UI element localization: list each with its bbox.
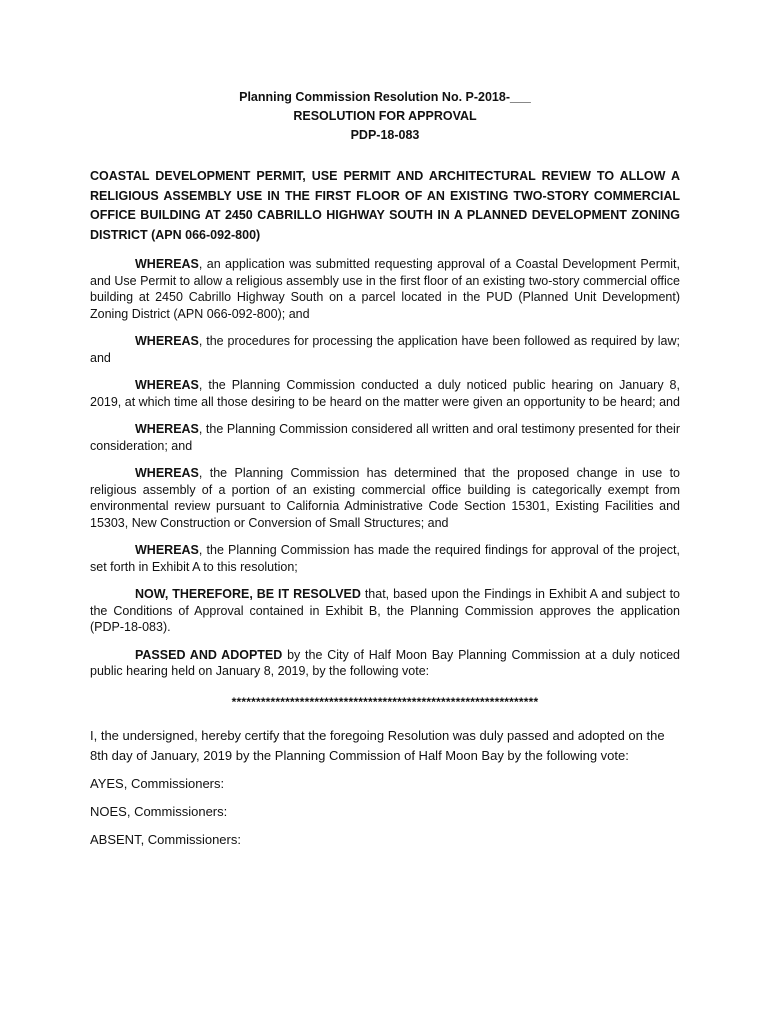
separator-line: *************************************************************** [231, 694, 539, 709]
para-lead: WHEREAS [135, 543, 199, 557]
para-text: that, based upon the Findings in Exhibit A and subject to the Conditions of Approval contained in Exhibit B, the Planning Commission approves the application (PDP-18-083). [90, 587, 680, 634]
vote-noes: NOES, Commissioners: [90, 803, 228, 819]
para-text: , the Planning Commission has made the required findings for approval of the project, set forth in Exhibit A to this resolution; [90, 543, 680, 574]
para-text: , an application was submitted requesting approval of a Coastal Development Permit, and Use Permit to allow a religious assembly use in the first floor of an existing two-story commercial office building at 2450 Cabrillo Highway South on a parcel located in the PUD (Planned Unit Development) Zoning District (APN 066-092-800); and [90, 257, 680, 321]
vote-absent: ABSENT, Commissioners: [90, 831, 241, 847]
whereas-testimony [90, 421, 680, 454]
resolution-heading: COASTAL DEVELOPMENT PERMIT, USE PERMIT AND ARCHITECTURAL REVIEW TO ALLOW A RELIGIOUS ASSEMBLY USE IN THE FIRST FLOOR OF AN EXISTING TWO-STORY COMMERCIAL OFFICE BUILDING AT 2450 CABRILLO HIGHWAY SOUTH IN A PLANNED DEVELOPMENT ZONING DISTRICT (APN 066-092-800) [90, 169, 680, 242]
para-text: , the Planning Commission has determined that the proposed change in use to religious assembly of a portion of an existing commercial office building is categorically exempt from environmental review pursuant to California Administrative Code Section 15301, Existing Facilities and 15303, New Construction or Conversion of Small Structures; and [90, 466, 680, 530]
para-lead: WHEREAS [135, 334, 199, 348]
vote-ayes: AYES, Commissioners: [90, 775, 225, 791]
whereas-findings [90, 542, 680, 575]
para-lead: WHEREAS [135, 378, 199, 392]
para-text: by the City of Half Moon Bay Planning Commission at a duly noticed public hearing held on January 8, 2019, by the following vote: [90, 647, 680, 678]
resolution-number: Planning Commission Resolution No. P-2018-___ [239, 90, 531, 104]
document-page [90, 88, 680, 850]
para-lead: NOW, THEREFORE, BE IT RESOLVED [135, 587, 361, 601]
para-lead: PASSED AND ADOPTED [135, 647, 283, 662]
para-text: , the Planning Commission considered all written and oral testimony presented for their consideration; and [90, 422, 680, 453]
whereas-application [90, 256, 680, 322]
whereas-hearing [90, 377, 680, 410]
resolved-clause [90, 586, 680, 636]
resolution-title: RESOLUTION FOR APPROVAL [293, 109, 477, 123]
para-lead: WHEREAS [135, 422, 199, 436]
passed-adopted-clause [90, 647, 680, 680]
para-text: , the procedures for processing the application have been followed as required by law; and [90, 334, 680, 365]
para-lead: WHEREAS [135, 257, 199, 271]
project-number: PDP-18-083 [350, 128, 420, 142]
para-lead: WHEREAS [135, 466, 199, 480]
para-text: , the Planning Commission conducted a duly noticed public hearing on January 8, 2019, at which time all those desiring to be heard on the matter were given an opportunity to be heard; and [90, 378, 680, 409]
whereas-exemption [90, 465, 680, 531]
whereas-procedures [90, 333, 680, 366]
certification-statement: I, the undersigned, hereby certify that the foregoing Resolution was duly passed and adopted on the 8th day of January, 2019 by the Planning Commission of Half Moon Bay by the following vote: [90, 727, 665, 763]
